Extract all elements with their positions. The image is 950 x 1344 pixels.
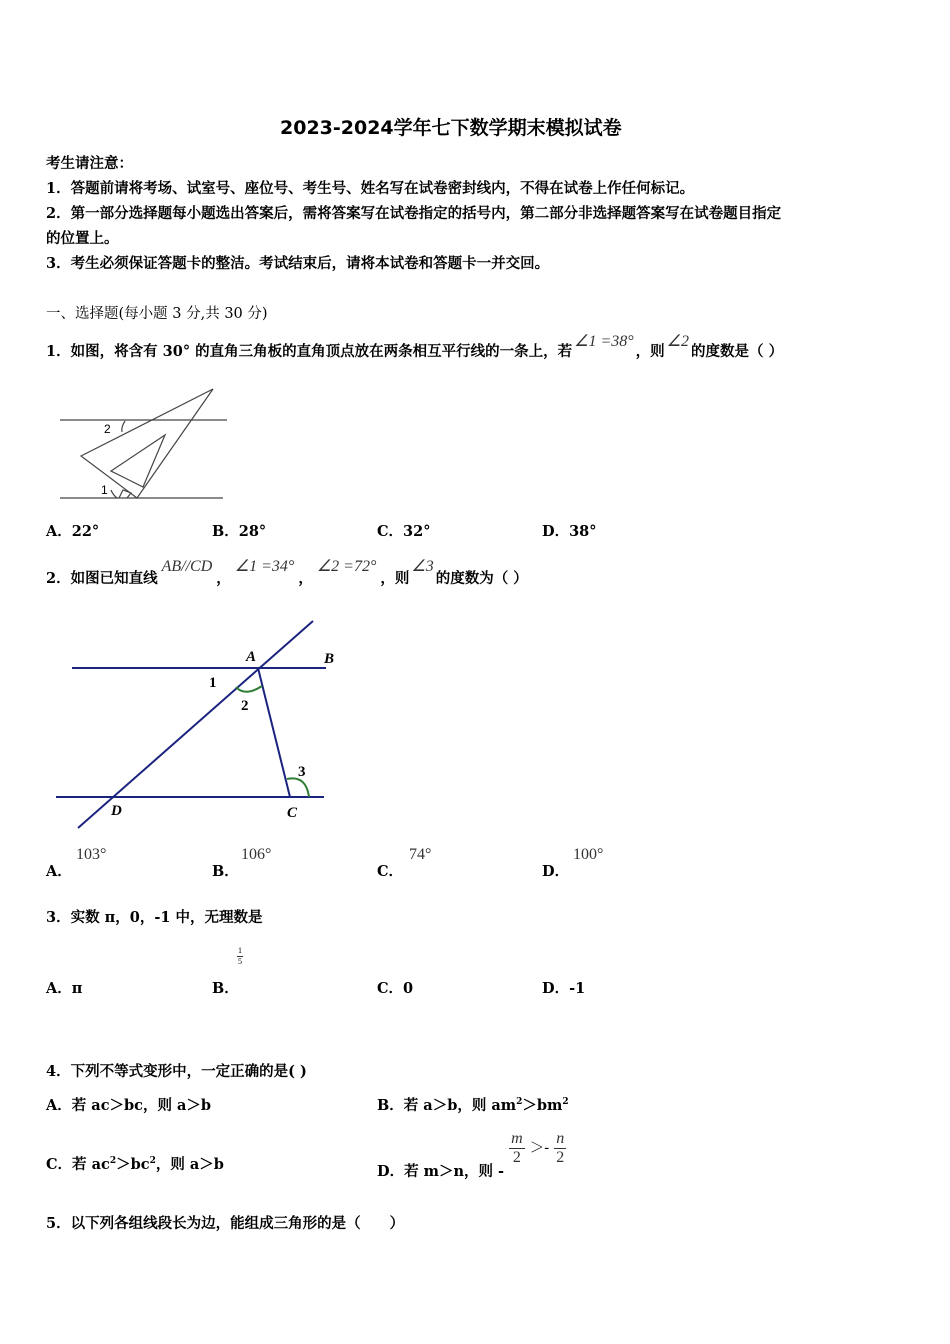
q4-option-c-sup1: 2 <box>109 1156 117 1167</box>
q2-option-a-letter: A． <box>46 863 72 880</box>
q4-option-d-part1: D．若 m＞n，则 - <box>377 1162 505 1180</box>
q4-frac-n-den: 2 <box>556 1149 565 1166</box>
section-heading: 一、选择题(每小题 3 分,共 30 分) <box>46 306 268 322</box>
q2-figure <box>50 615 340 835</box>
q3-option-b-fraction <box>237 946 243 967</box>
q2-math-angle1: ∠1 =34° <box>234 558 295 575</box>
q2-math-angle3: ∠3 <box>411 558 434 575</box>
q4-option-c-part2: ＞bc <box>116 1156 150 1173</box>
q4-frac-m-num: m <box>511 1130 523 1147</box>
q2-stem-a: 2．如图已知直线 <box>46 570 158 587</box>
q1-stem <box>46 333 784 361</box>
q3-option-c: C．0 <box>377 980 414 997</box>
notice-line-2-cont: 的位置上。 <box>46 230 119 247</box>
q4-option-d-frac-n <box>554 1130 566 1167</box>
q4-option-b-part2: ＞bm <box>522 1097 563 1114</box>
q2-stem-c: 的度数为（ ） <box>435 570 528 587</box>
q1-angle1-arc <box>111 490 117 498</box>
q1-fig-label-1: 1 <box>101 483 108 497</box>
q2-label-2: 2 <box>241 698 249 714</box>
q4-option-c-sup2: 2 <box>149 1156 156 1167</box>
q4-option-d <box>377 1130 566 1180</box>
notice-line-2: 2．第一部分选择题每小题选出答案后，需将答案写在试卷指定的括号内，第二部分非选择题答案写在试卷题目指定 <box>46 205 782 222</box>
q2-option-a-value: 103° <box>76 846 107 863</box>
q3-option-a: A．π <box>46 980 83 997</box>
q2-option-c-value: 74° <box>409 846 432 863</box>
notice-line-3: 3．考生必须保证答题卡的整洁。考试结束后，请将本试卷和答题卡一并交回。 <box>46 255 550 272</box>
q4-frac-n-num: n <box>556 1130 565 1147</box>
q1-option-b: B．28° <box>212 523 267 540</box>
notice-line-1: 1．答题前请将考场、试室号、座位号、考生号、姓名写在试卷密封线内，不得在试卷上作任何标记。 <box>46 180 695 197</box>
q1-option-a: A．22° <box>46 523 100 540</box>
q2-label-3: 3 <box>298 764 306 780</box>
q1-fig-label-2: 2 <box>104 422 111 436</box>
q1-option-d: D．38° <box>542 523 597 540</box>
q1-stem-b: ，则 <box>635 343 665 360</box>
q3-fraction-den: 5 <box>238 957 242 966</box>
q5-stem: 5．以下列各组线段长为边，能组成三角形的是（ ） <box>46 1215 405 1232</box>
q2-option-c-letter: C． <box>377 863 404 880</box>
q2-angle1-arc <box>236 686 262 692</box>
q4-option-d-mid: ＞- <box>529 1140 550 1157</box>
q4-option-b-sup1: 2 <box>516 1097 523 1108</box>
q3-stem: 3．实数 π，0，-1 中，无理数是 <box>46 909 263 926</box>
q1-option-c: C．32° <box>377 523 431 540</box>
q4-option-a: A．若 ac＞bc，则 a＞b <box>46 1097 212 1114</box>
q2-label-c: C <box>287 805 298 821</box>
q4-frac-m-den: 2 <box>512 1149 521 1166</box>
q1-angle2-arc <box>122 421 125 432</box>
q2-label-b: B <box>324 651 335 667</box>
q2-label-a: A <box>246 649 257 665</box>
q2-label-d: D <box>111 803 122 819</box>
q2-option-b-value: 106° <box>241 846 272 863</box>
q2-sep-1: ， <box>216 570 231 587</box>
q4-option-c <box>46 1153 224 1174</box>
q1-triangle-outer <box>81 389 213 498</box>
q2-option-d-letter: D． <box>542 863 570 880</box>
q1-figure <box>55 383 235 508</box>
q4-option-b <box>377 1094 569 1115</box>
q4-option-c-part1: C．若 ac <box>46 1156 110 1173</box>
q4-stem: 4．下列不等式变形中，一定正确的是( ) <box>46 1063 307 1080</box>
q2-option-d-value: 100° <box>573 846 604 863</box>
q3-fraction-num: 1 <box>238 946 242 955</box>
q2-label-1: 1 <box>209 675 217 691</box>
q1-triangle-inner <box>111 435 165 487</box>
q4-option-b-part1: B．若 a＞b，则 am <box>377 1097 517 1114</box>
q3-option-b: B． <box>212 980 239 997</box>
notice-heading: 考生请注意： <box>46 155 133 172</box>
q2-stem <box>46 558 528 588</box>
q1-stem-c: 的度数是（ ） <box>691 343 784 360</box>
q1-math-angle1: ∠1 =38° <box>574 333 634 350</box>
q1-stem-a: 1．如图，将含有 30° 的直角三角板的直角顶点放在两条相互平行线的一条上，若 <box>46 343 573 360</box>
q3-option-d: D．-1 <box>542 980 586 997</box>
q4-option-d-frac-m <box>509 1130 525 1167</box>
q1-math-angle2: ∠2 <box>666 333 690 350</box>
page-title: 2023-2024学年七下数学期末模拟试卷 <box>280 117 622 139</box>
q2-option-b-letter: B． <box>212 863 239 880</box>
q2-math-angle2: ∠2 =72° <box>316 558 377 575</box>
q2-segment-ac <box>258 668 290 797</box>
q1-right-angle-mark <box>119 490 131 498</box>
q4-option-b-sup2: 2 <box>562 1097 569 1108</box>
q2-math-parallel: AB//CD <box>161 558 213 575</box>
q4-option-c-part3: ，则 a＞b <box>155 1156 224 1173</box>
q2-stem-b: ，则 <box>380 570 410 587</box>
q2-sep-2: ， <box>298 570 313 587</box>
